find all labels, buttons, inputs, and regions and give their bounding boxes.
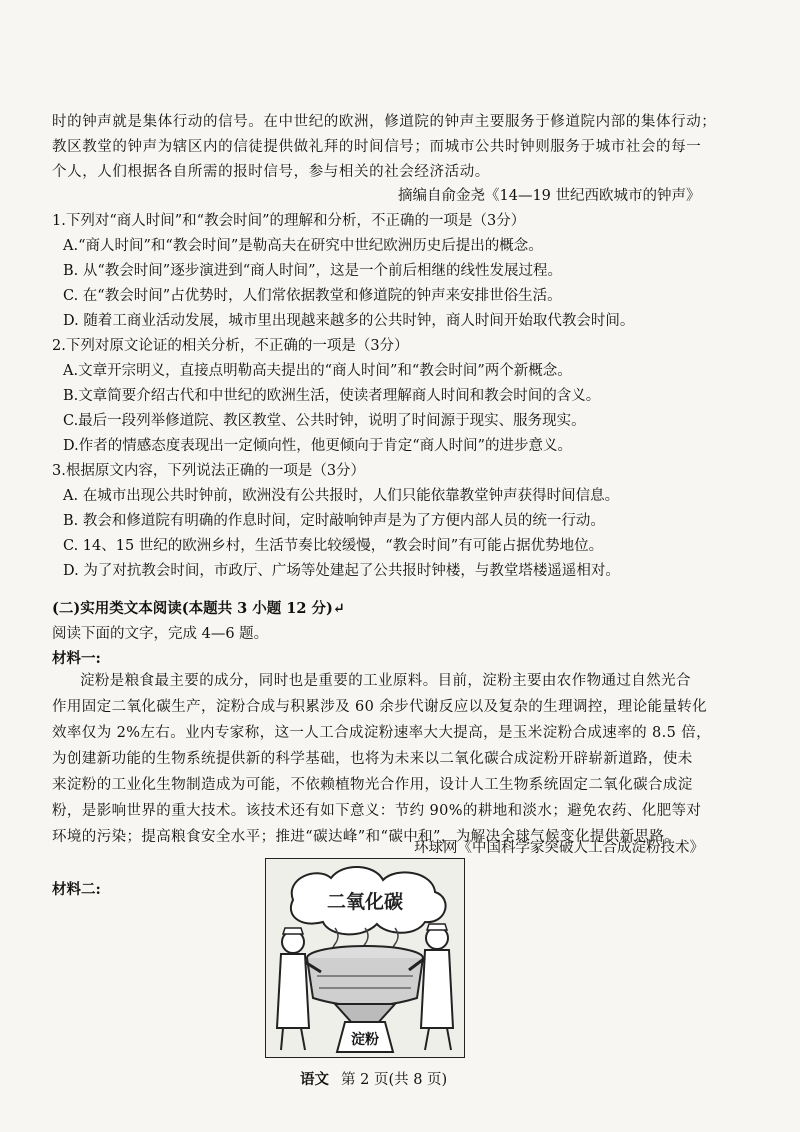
- material-1-line: 效率仅为 2%左右。业内专家称，这一人工合成淀粉速率大大提高，是玉米淀粉合成速率的 8.5 倍，: [52, 725, 712, 741]
- question-2-option-d: D.作者的情感态度表现出一定倾向性，他更倾向于肯定“商人时间”的进步意义。: [63, 438, 573, 454]
- footer-subject: 语文: [300, 1071, 329, 1088]
- steamer-pot-icon: [307, 958, 423, 1006]
- intro-line: 教区教堂的钟声为辖区内的信徒提供做礼拜的时间信号；而城市公共时钟则服务于城市社会的每一: [52, 139, 702, 155]
- footer-page-number: 第 2 页(共 8 页): [341, 1072, 448, 1088]
- question-2-option-c: C.最后一段列举修道院、教区教堂、公共时钟，说明了时间源于现实、服务现实。: [63, 413, 586, 429]
- question-3-option-d: D. 为了对抗教会时间，市政厅、广场等处建起了公共报时钟楼，与教堂塔楼遥遥相对。: [63, 563, 620, 579]
- source-citation-2: 环球网《中国科学家突破人工合成淀粉技术》: [414, 840, 704, 856]
- material-1-line: 淀粉是粮食最主要的成分，同时也是重要的工业原料。目前，淀粉主要由农作物通过自然光合: [80, 673, 691, 689]
- question-3-option-c: C. 14、15 世纪的欧洲乡村，生活节奏比较缓慢，“教会时间”有可能占据优势地位。: [63, 538, 604, 554]
- material-1-line: 粉，是影响世界的重大技术。该技术还有如下意义：节约 90%的耕地和淡水；避免农药、化肥等对: [52, 803, 702, 819]
- material-1-label: 材料一:: [52, 650, 101, 667]
- cartoon-starch-text: 淀粉: [351, 1032, 379, 1048]
- question-3-option-a: A. 在城市出现公共时钟前，欧洲没有公共报时，人们只能依靠教堂钟声获得时间信息。: [63, 488, 620, 504]
- material-1-line: 作用固定二氧化碳生产，淀粉合成与积累涉及 60 余步代谢反应以及复杂的生理调控，理论能量转化: [52, 699, 708, 715]
- question-2-option-b: B.文章简要介绍古代和中世纪的欧洲生活，使读者理解商人时间和教会时间的含义。: [63, 388, 601, 404]
- question-1-option-a: A.“商人时间”和“教会时间”是勒高夫在研究中世纪欧洲历史后提出的概念。: [63, 238, 543, 254]
- question-1-option-d: D. 随着工商业活动发展，城市里出现越来越多的公共时钟，商人时间开始取代教会时间。: [63, 313, 635, 329]
- intro-paragraph: [52, 110, 717, 185]
- question-3-stem: 3.根据原文内容，下列说法正确的一项是（3分）: [52, 463, 366, 479]
- question-1-option-b: B. 从“教会时间”逐步演进到“商人时间”，这是一个前后相继的线性发展过程。: [63, 263, 563, 279]
- cartoon-illustration: [265, 858, 465, 1058]
- question-3-option-b: B. 教会和修道院有明确的作息时间，定时敲响钟声是为了方便内部人员的统一行动。: [63, 513, 605, 529]
- material-2-label: 材料二:: [52, 881, 101, 898]
- material-1-paragraph: [52, 668, 718, 850]
- question-1-option-c: C. 在“教会时间”占优势时，人们常依据教堂和修道院的钟声来安排世俗生活。: [63, 288, 562, 304]
- intro-line: 时的钟声就是集体行动的信号。在中世纪的欧洲，修道院的钟声主要服务于修道院内部的集体行动；: [52, 114, 717, 130]
- cartoon-svg: [265, 858, 465, 1058]
- question-2-option-a: A.文章开宗明义，直接点明勒高夫提出的“商人时间”和“教会时间”两个新概念。: [63, 363, 572, 379]
- material-1-line: 来淀粉的工业化生物制造成为可能，不依赖植物光合作用，设计人工生物系统固定二氧化碳合成淀: [52, 777, 693, 793]
- section-2-heading: (二)实用类文本阅读(本题共 3 小题 12 分)↵: [52, 600, 346, 617]
- source-citation-1: 摘编自俞金尧《14—19 世纪西欧城市的钟声》: [398, 188, 701, 204]
- cartoon-co2-text: 二氧化碳: [326, 891, 404, 913]
- section-2-instruction: 阅读下面的文字，完成 4—6 题。: [52, 626, 269, 642]
- question-1-stem: 1.下列对“商人时间”和“教会时间”的理解和分析，不正确的一项是（3分）: [52, 213, 526, 229]
- page-footer: [300, 1068, 447, 1089]
- material-1-line: 为创建新功能的生物系统提供新的科学基础，也将为未来以二氧化碳合成淀粉开辟崭新道路，使未: [52, 751, 693, 767]
- material-1-line: 环境的污染；提高粮食安全水平；推进“碳达峰”和“碳中和”，为解决全球气候变化提供新思路。: [52, 829, 680, 845]
- question-2-stem: 2.下列对原文论证的相关分析，不正确的一项是（3分）: [52, 338, 409, 354]
- intro-line: 个人，人们根据各自所需的报时信号，参与相关的社会经济活动。: [52, 164, 490, 180]
